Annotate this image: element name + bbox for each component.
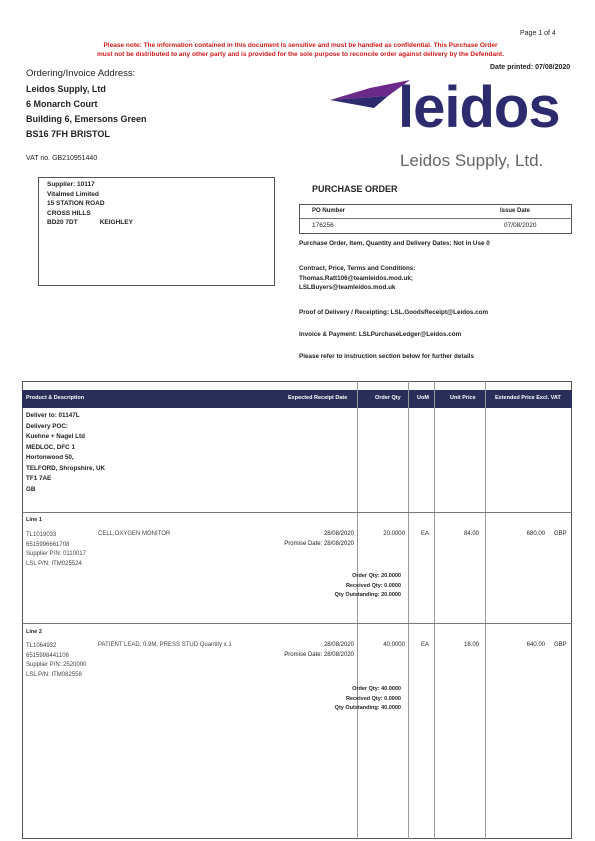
contract-heading: Contract, Price, Terms and Conditions: xyxy=(299,265,416,272)
extended-price: 640.00 xyxy=(526,642,545,648)
item-description: PATIENT LEAD, 0.9M, PRESS STUD Quantity x 1 xyxy=(98,642,232,648)
logo-subtitle: Leidos Supply, Ltd. xyxy=(400,151,544,170)
delivery-line: TF1 7AE xyxy=(26,475,52,482)
proof-of-delivery-info: Proof of Delivery / Receipting: LSL.GoodsReceipt@Leidos.com xyxy=(299,309,489,316)
item-nsn: 6515998441106 xyxy=(26,652,69,659)
po-title: PURCHASE ORDER xyxy=(312,184,398,194)
supplier-part-number: Supplier P/N: 0110017 xyxy=(26,551,86,557)
supplier-postcode: BD20 7DT xyxy=(47,219,78,226)
line-item-identifiers xyxy=(26,531,86,569)
contract-email-link[interactable]: Thomas.Ratt106@teamleidos.mod.uk; xyxy=(299,274,413,282)
col-uom: UoM xyxy=(417,395,429,401)
item-code: TL1019033 xyxy=(26,532,57,538)
order-qty: 20.0000 xyxy=(383,531,405,537)
delivery-address xyxy=(26,411,105,495)
received-qty-summary: Received Qty: 0.0000 xyxy=(345,582,401,589)
qty-outstanding-summary: Qty Outstanding: 20.0000 xyxy=(334,592,401,598)
vat-number: VAT no. GB210951440 xyxy=(26,155,98,162)
item-nsn: 6515996661708 xyxy=(26,541,70,548)
supplier-line: CROSS HILLS xyxy=(47,209,91,217)
promise-date: Promise Date: 28/08/2020 xyxy=(284,651,354,658)
notice-line-2: must not be distributed to any other party and is provided for the sole purpose to reconcile order against delivery by the Defendant. xyxy=(96,51,505,58)
order-qty-summary: Order Qty: 40.0000 xyxy=(352,686,401,692)
currency: GBP xyxy=(554,531,567,537)
col-unit-price: Unit Price xyxy=(450,395,476,401)
col-expected-date: Expected Receipt Date xyxy=(288,395,348,401)
quantity-summary xyxy=(272,572,401,601)
uom: EA xyxy=(421,642,430,648)
delivery-line: TELFORD, Shropshire, UK xyxy=(26,464,106,472)
order-qty: 40.0000 xyxy=(383,642,405,648)
currency: GBP xyxy=(554,642,567,648)
po-divider xyxy=(299,218,572,219)
uom: EA xyxy=(421,531,430,537)
delivery-line: MEDLOC, DFC 1 xyxy=(26,443,75,451)
delivery-line: Kuehne + Nagel Ltd xyxy=(26,433,85,440)
confidentiality-notice xyxy=(38,41,563,59)
col-extended-price: Extended Price Excl. VAT xyxy=(495,395,561,401)
page-number: Page 1 of 4 xyxy=(520,30,556,37)
lsl-part-number: LSL P/N: ITM082558 xyxy=(26,671,82,678)
line-heading: Line 1 xyxy=(26,517,42,523)
po-number: 176256 xyxy=(312,222,334,229)
supplier-part-number: Supplier P/N: 2520000 xyxy=(26,662,87,668)
line-heading: Line 2 xyxy=(26,629,42,635)
table-row xyxy=(22,512,572,622)
item-description: CELL,OXYGEN MONITOR xyxy=(98,531,171,537)
invoice-address-heading: Ordering/Invoice Address: xyxy=(26,68,136,79)
col-product: Product & Description xyxy=(26,395,85,401)
address-line: 6 Monarch Court xyxy=(26,99,98,109)
notice-line-1: Please note: The information contained in this document is sensitive and must be handled as confidential. This Purchase Order xyxy=(103,42,498,49)
quantity-summary xyxy=(272,685,401,714)
promise-date: Promise Date: 28/08/2020 xyxy=(284,540,354,547)
date-printed: Date printed: 07/08/2020 xyxy=(490,64,571,71)
expected-receipt-date: 28/08/2020 xyxy=(323,642,354,648)
expected-receipt-date: 28/08/2020 xyxy=(323,531,354,537)
line-item-identifiers xyxy=(26,642,86,680)
issue-date: 07/08/2020 xyxy=(504,222,537,229)
col-order-qty: Order Qty xyxy=(375,395,401,401)
table-header xyxy=(22,390,572,408)
po-number-label: PO Number xyxy=(312,208,346,214)
table-row xyxy=(22,623,572,733)
address-line: BS16 7FH BRISTOL xyxy=(26,129,110,139)
invoice-payment-info: Invoice & Payment: LSLPurchaseLedger@Leidos.com xyxy=(299,331,462,338)
leidos-wordmark: leidos xyxy=(398,75,560,140)
po-dates-info: Purchase Order, Item, Quantity and Delivery Dates: Not in Use 0 xyxy=(299,240,490,247)
contract-info xyxy=(299,264,415,293)
delivery-line: GB xyxy=(26,485,36,493)
unit-price: 84.00 xyxy=(463,531,479,537)
lsl-part-number: LSL P/N: ITM025524 xyxy=(26,560,82,567)
refer-instructions: Please refer to instruction section below for further details xyxy=(299,353,474,360)
qty-outstanding-summary: Qty Outstanding: 40.0000 xyxy=(334,705,401,711)
supplier-line: Vitalmed Limited xyxy=(47,190,99,198)
address-line: Leidos Supply, Ltd xyxy=(26,84,106,94)
address-line: Building 6, Emersons Green xyxy=(26,114,147,124)
received-qty-summary: Received Qty: 0.0000 xyxy=(345,695,401,702)
item-code: TL1064932 xyxy=(26,643,57,649)
invoice-address xyxy=(26,82,147,142)
extended-price: 680.00 xyxy=(526,531,545,537)
issue-date-label: Issue Date xyxy=(500,208,531,214)
unit-price: 16.00 xyxy=(463,642,479,648)
supplier-line: Supplier: 10117 xyxy=(47,181,95,188)
delivery-line: Hortonwood 50, xyxy=(26,454,74,461)
supplier-town: KEIGHLEY xyxy=(99,219,133,226)
supplier-address xyxy=(47,180,133,228)
contract-email-link[interactable]: LSLBuyers@teamleidos.mod.uk xyxy=(299,284,396,291)
delivery-line: Deliver to: 01147L xyxy=(26,412,80,419)
supplier-line: 15 STATION ROAD xyxy=(47,200,105,207)
delivery-line: Delivery POC: xyxy=(26,422,68,430)
order-qty-summary: Order Qty: 20.0000 xyxy=(352,573,401,579)
